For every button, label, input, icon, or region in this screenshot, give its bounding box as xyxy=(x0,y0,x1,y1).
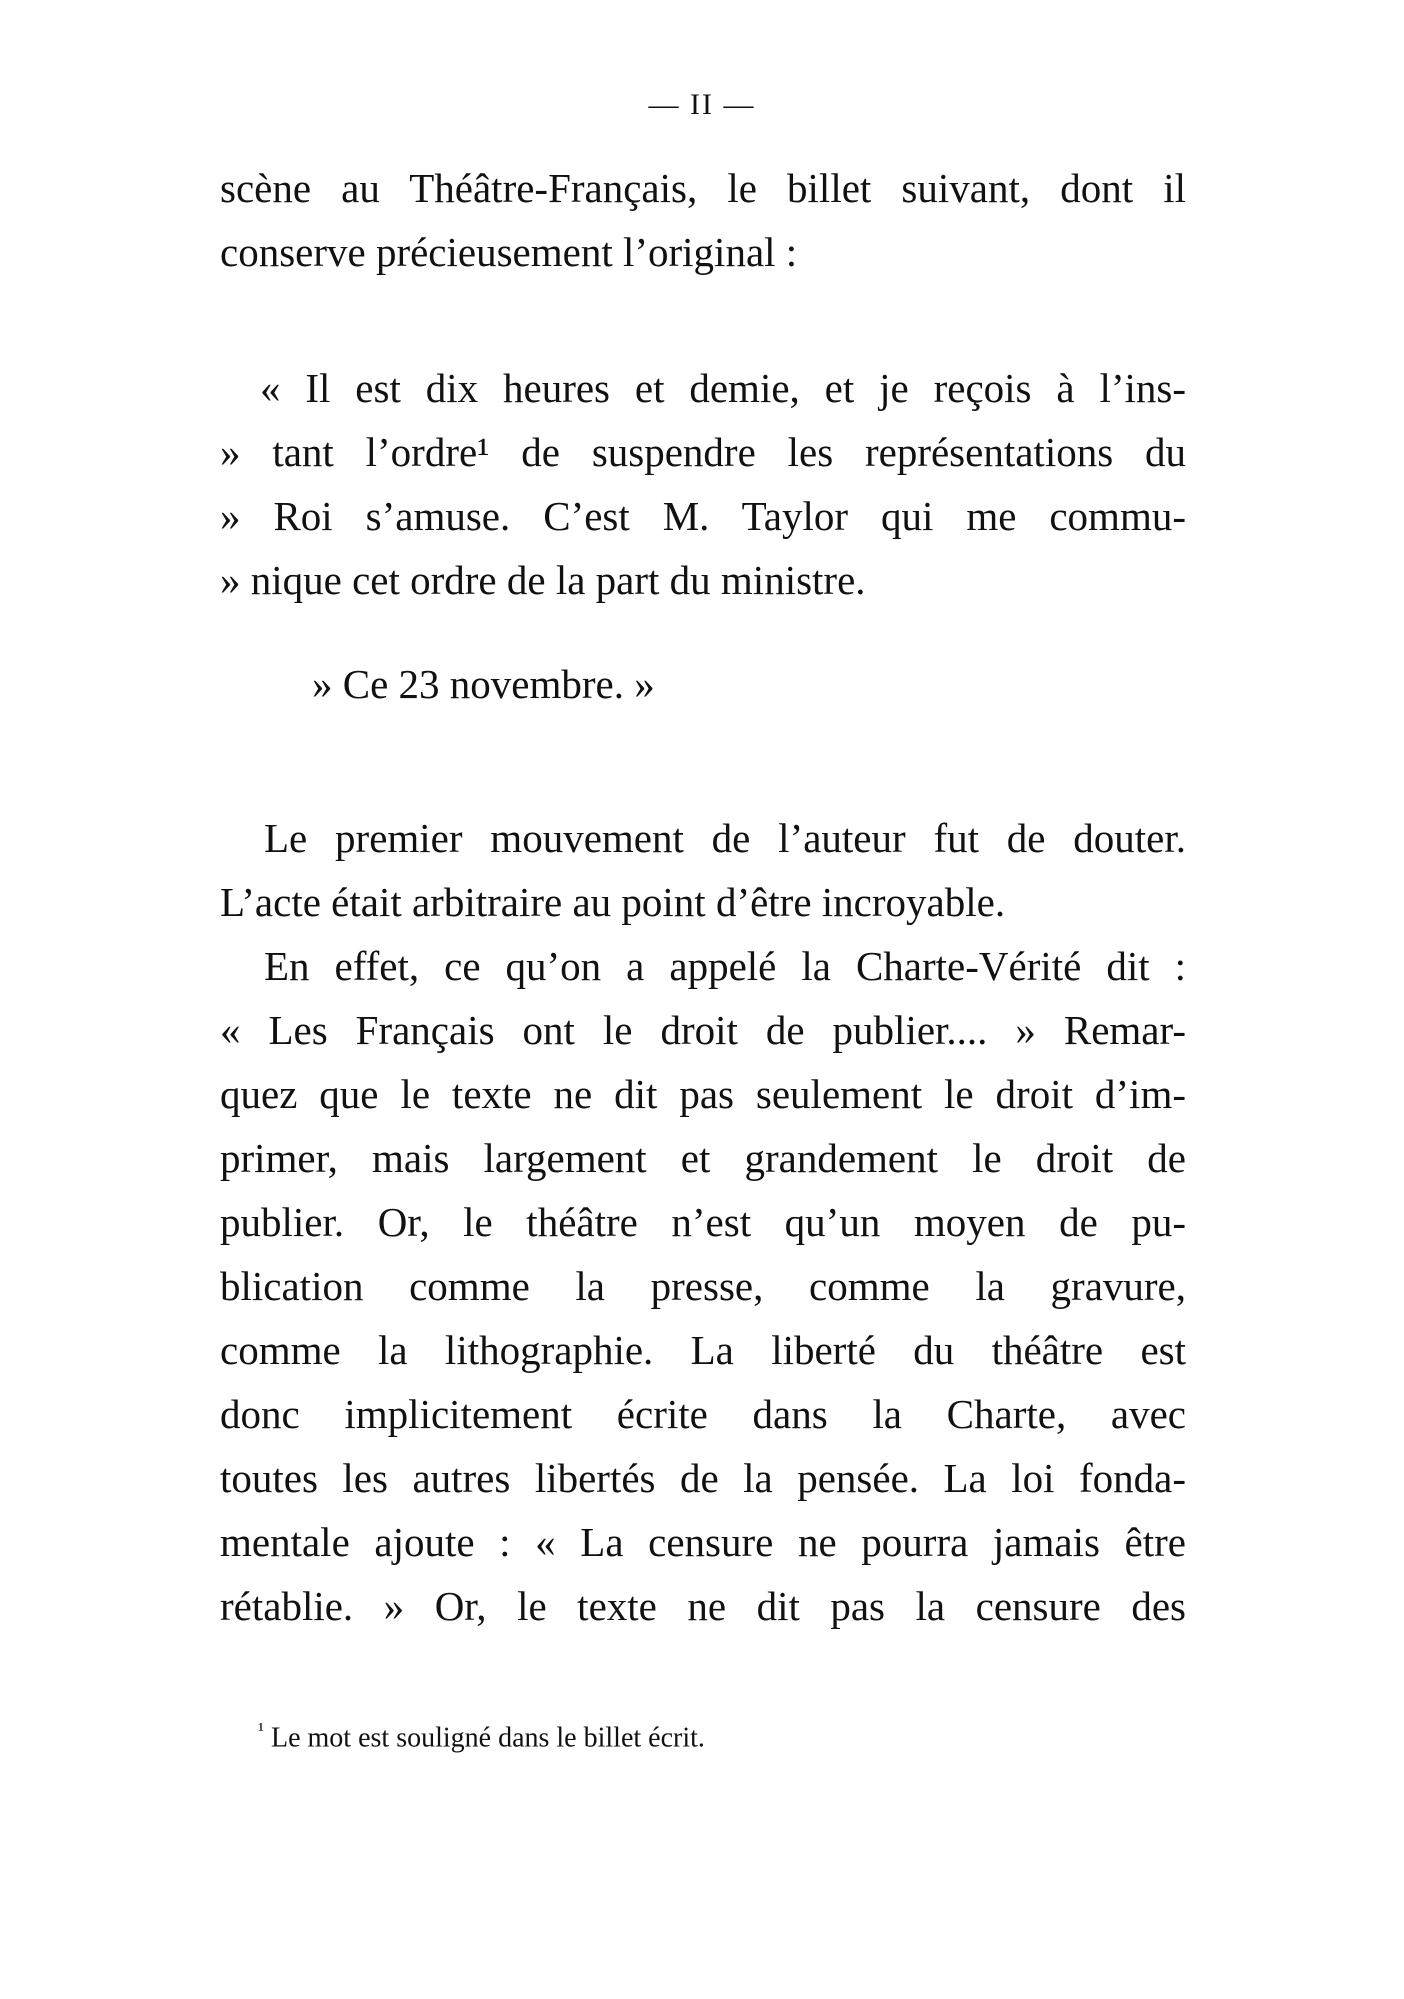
quote-line: » Roi s’amuse. C’est M. Taylor qui me commu- xyxy=(220,493,1186,539)
text-line: mentale ajoute : « La censure ne pourra jamais être xyxy=(220,1519,1186,1565)
quote-date: » Ce 23 novembre. » xyxy=(312,661,655,707)
paragraph-1 xyxy=(220,806,1186,934)
quote-line: » nique cet ordre de la part du ministre. xyxy=(220,557,866,603)
text-line: comme la lithographie. La liberté du théâtre est xyxy=(220,1327,1186,1373)
page-number: — II — xyxy=(648,88,756,121)
quote-line: » tant l’ordre¹ de suspendre les représentations du xyxy=(220,429,1186,475)
text-line: conserve précieusement l’original : xyxy=(220,229,798,275)
text-line: publier. Or, le théâtre n’est qu’un moyen de pu- xyxy=(220,1199,1186,1245)
text-line: quez que le texte ne dit pas seulement le droit d’im- xyxy=(220,1071,1186,1117)
text-line: toutes les autres libertés de la pensée. La loi fonda- xyxy=(220,1455,1186,1501)
text-line: Le premier mouvement de l’auteur fut de douter. xyxy=(264,815,1186,861)
quote-line: « Il est dix heures et demie, et je reçois à l’ins- xyxy=(260,365,1186,411)
text-line: scène au Théâtre-Français, le billet suivant, dont il xyxy=(220,165,1186,211)
quote-date-block xyxy=(220,652,1186,716)
text-line: primer, mais largement et grandement le droit de xyxy=(220,1135,1186,1181)
text-line: En effet, ce qu’on a appelé la Charte-Vérité dit : xyxy=(264,943,1186,989)
text-line: « Les Français ont le droit de publier.... » Remar- xyxy=(220,1007,1186,1053)
text-line: L’acte était arbitraire au point d’être incroyable. xyxy=(220,879,1006,925)
text-line: donc implicitement écrite dans la Charte, avec xyxy=(220,1391,1186,1437)
text-line: blication comme la presse, comme la gravure, xyxy=(220,1263,1186,1309)
intro-block xyxy=(220,156,1186,284)
footnote xyxy=(258,1710,705,1758)
text-line: rétablie. » Or, le texte ne dit pas la censure des xyxy=(220,1583,1186,1629)
paragraph-2 xyxy=(220,934,1186,1638)
footnote-text: Le mot est souligné dans le billet écrit. xyxy=(271,1722,705,1754)
quoted-note xyxy=(220,356,1186,612)
footnote-marker: ¹ xyxy=(258,1719,264,1741)
